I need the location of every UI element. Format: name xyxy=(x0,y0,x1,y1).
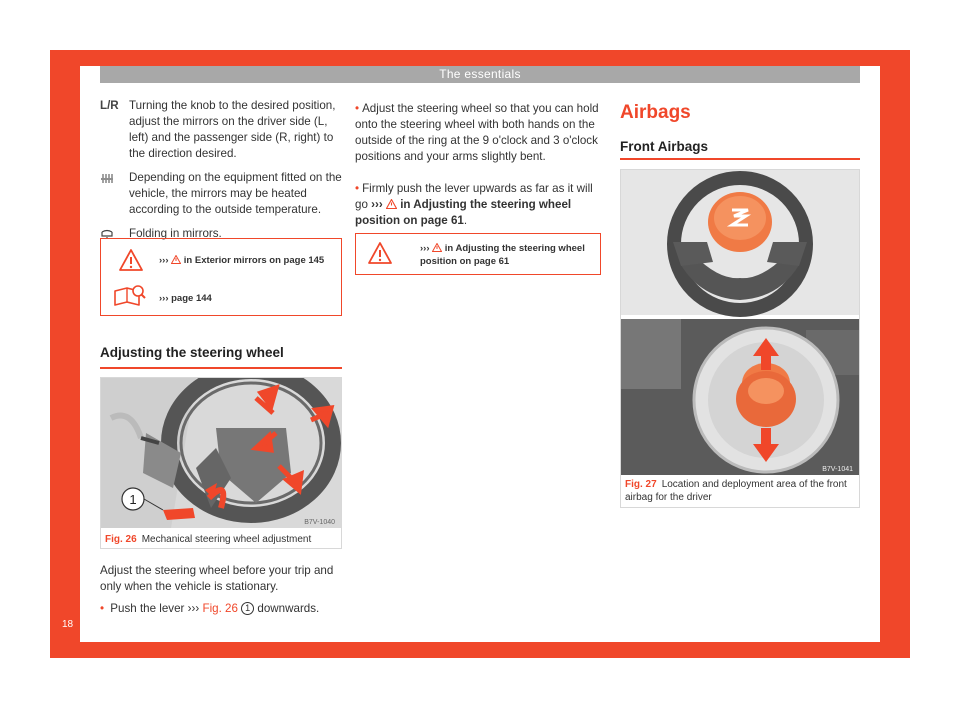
def-text-heated: Depending on the equipment fitted on the vehicle, the mirrors may be heated according to the outside temperature. xyxy=(129,171,342,216)
def-text-fold: Folding in mirrors. xyxy=(129,227,222,240)
steering-paragraph: Adjust the steering wheel before your trip and only when the vehicle is stationary. xyxy=(100,564,334,593)
inline-warning-icon xyxy=(386,199,397,209)
ref-arrows: ››› xyxy=(187,602,200,615)
section-title-steering: Adjusting the steering wheel xyxy=(100,345,284,360)
small-warning-icon xyxy=(171,255,181,264)
figure-27-label: Fig. 27 xyxy=(625,479,657,490)
section-rule xyxy=(100,367,342,369)
figure-27 xyxy=(620,169,860,508)
section-title-front-airbags: Front Airbags xyxy=(620,139,709,154)
figure-code-27: B7V-1041 xyxy=(822,466,853,473)
figure-26-label: Fig. 26 xyxy=(105,534,137,545)
small-warning-icon xyxy=(432,243,442,252)
figure-code-26: B7V-1040 xyxy=(304,519,335,526)
callout-1: 1 xyxy=(129,492,137,507)
figure-26-caption: Fig. 26 Mechanical steering wheel adjustment xyxy=(105,534,312,545)
steering-wheel-adjustment-illustration xyxy=(101,378,341,528)
warning-box-mirrors xyxy=(100,238,342,316)
steering-bullet-push: • Push the lever ››› Fig. 26 1 downwards. xyxy=(100,602,320,615)
def-row-heated xyxy=(100,170,342,218)
def-row-lr xyxy=(100,98,342,162)
figure-26 xyxy=(100,377,342,549)
book-search-icon xyxy=(113,283,147,307)
middle-bullet-push: • Firmly push the lever upwards as far as it will go ››› in Adjusting the steering wheel position on page 61. xyxy=(355,182,593,227)
page-ref-line[interactable]: ››› page 144 xyxy=(159,293,212,304)
chapter-title-airbags: Airbags xyxy=(620,102,691,123)
warning-ref-steering[interactable]: ››› in Adjusting the steering wheel position on page 61 xyxy=(420,243,585,267)
warning-triangle-icon xyxy=(119,249,143,271)
bullet-dot: • xyxy=(100,602,105,615)
middle-bullet-adjust: • Adjust the steering wheel so that you can hold onto the steering wheel with both hands on the outside of the ring at the 9 o'clock and 3 o'clock positions and your arms slightly bent. xyxy=(355,102,599,163)
page-number: 18 xyxy=(62,619,74,630)
warning-triangle-icon xyxy=(368,242,392,264)
warning-box-steering xyxy=(355,233,601,275)
figure-27-caption: Fig. 27 Location and deployment area of the front airbag for the driver xyxy=(625,479,847,503)
heated-mirror-icon xyxy=(100,172,114,184)
running-header: The essentials xyxy=(100,66,860,83)
figure-26-link[interactable]: Fig. 26 xyxy=(202,602,238,615)
front-airbag-illustration xyxy=(621,170,859,475)
steering-position-link[interactable]: in Adjusting the steering wheel position on page 61 xyxy=(355,198,572,227)
mirror-controls-list xyxy=(100,98,342,250)
section-rule xyxy=(620,158,860,160)
callout-1-ref: 1 xyxy=(241,602,254,615)
warning-ref-line[interactable]: ››› in Exterior mirrors on page 145 xyxy=(159,255,325,266)
def-key-lr: L/R xyxy=(100,99,119,112)
def-text-lr: Turning the knob to the desired position, adjust the mirrors on the driver side (L, left) and the passenger side (R, right) to the direction desired. xyxy=(129,99,336,160)
